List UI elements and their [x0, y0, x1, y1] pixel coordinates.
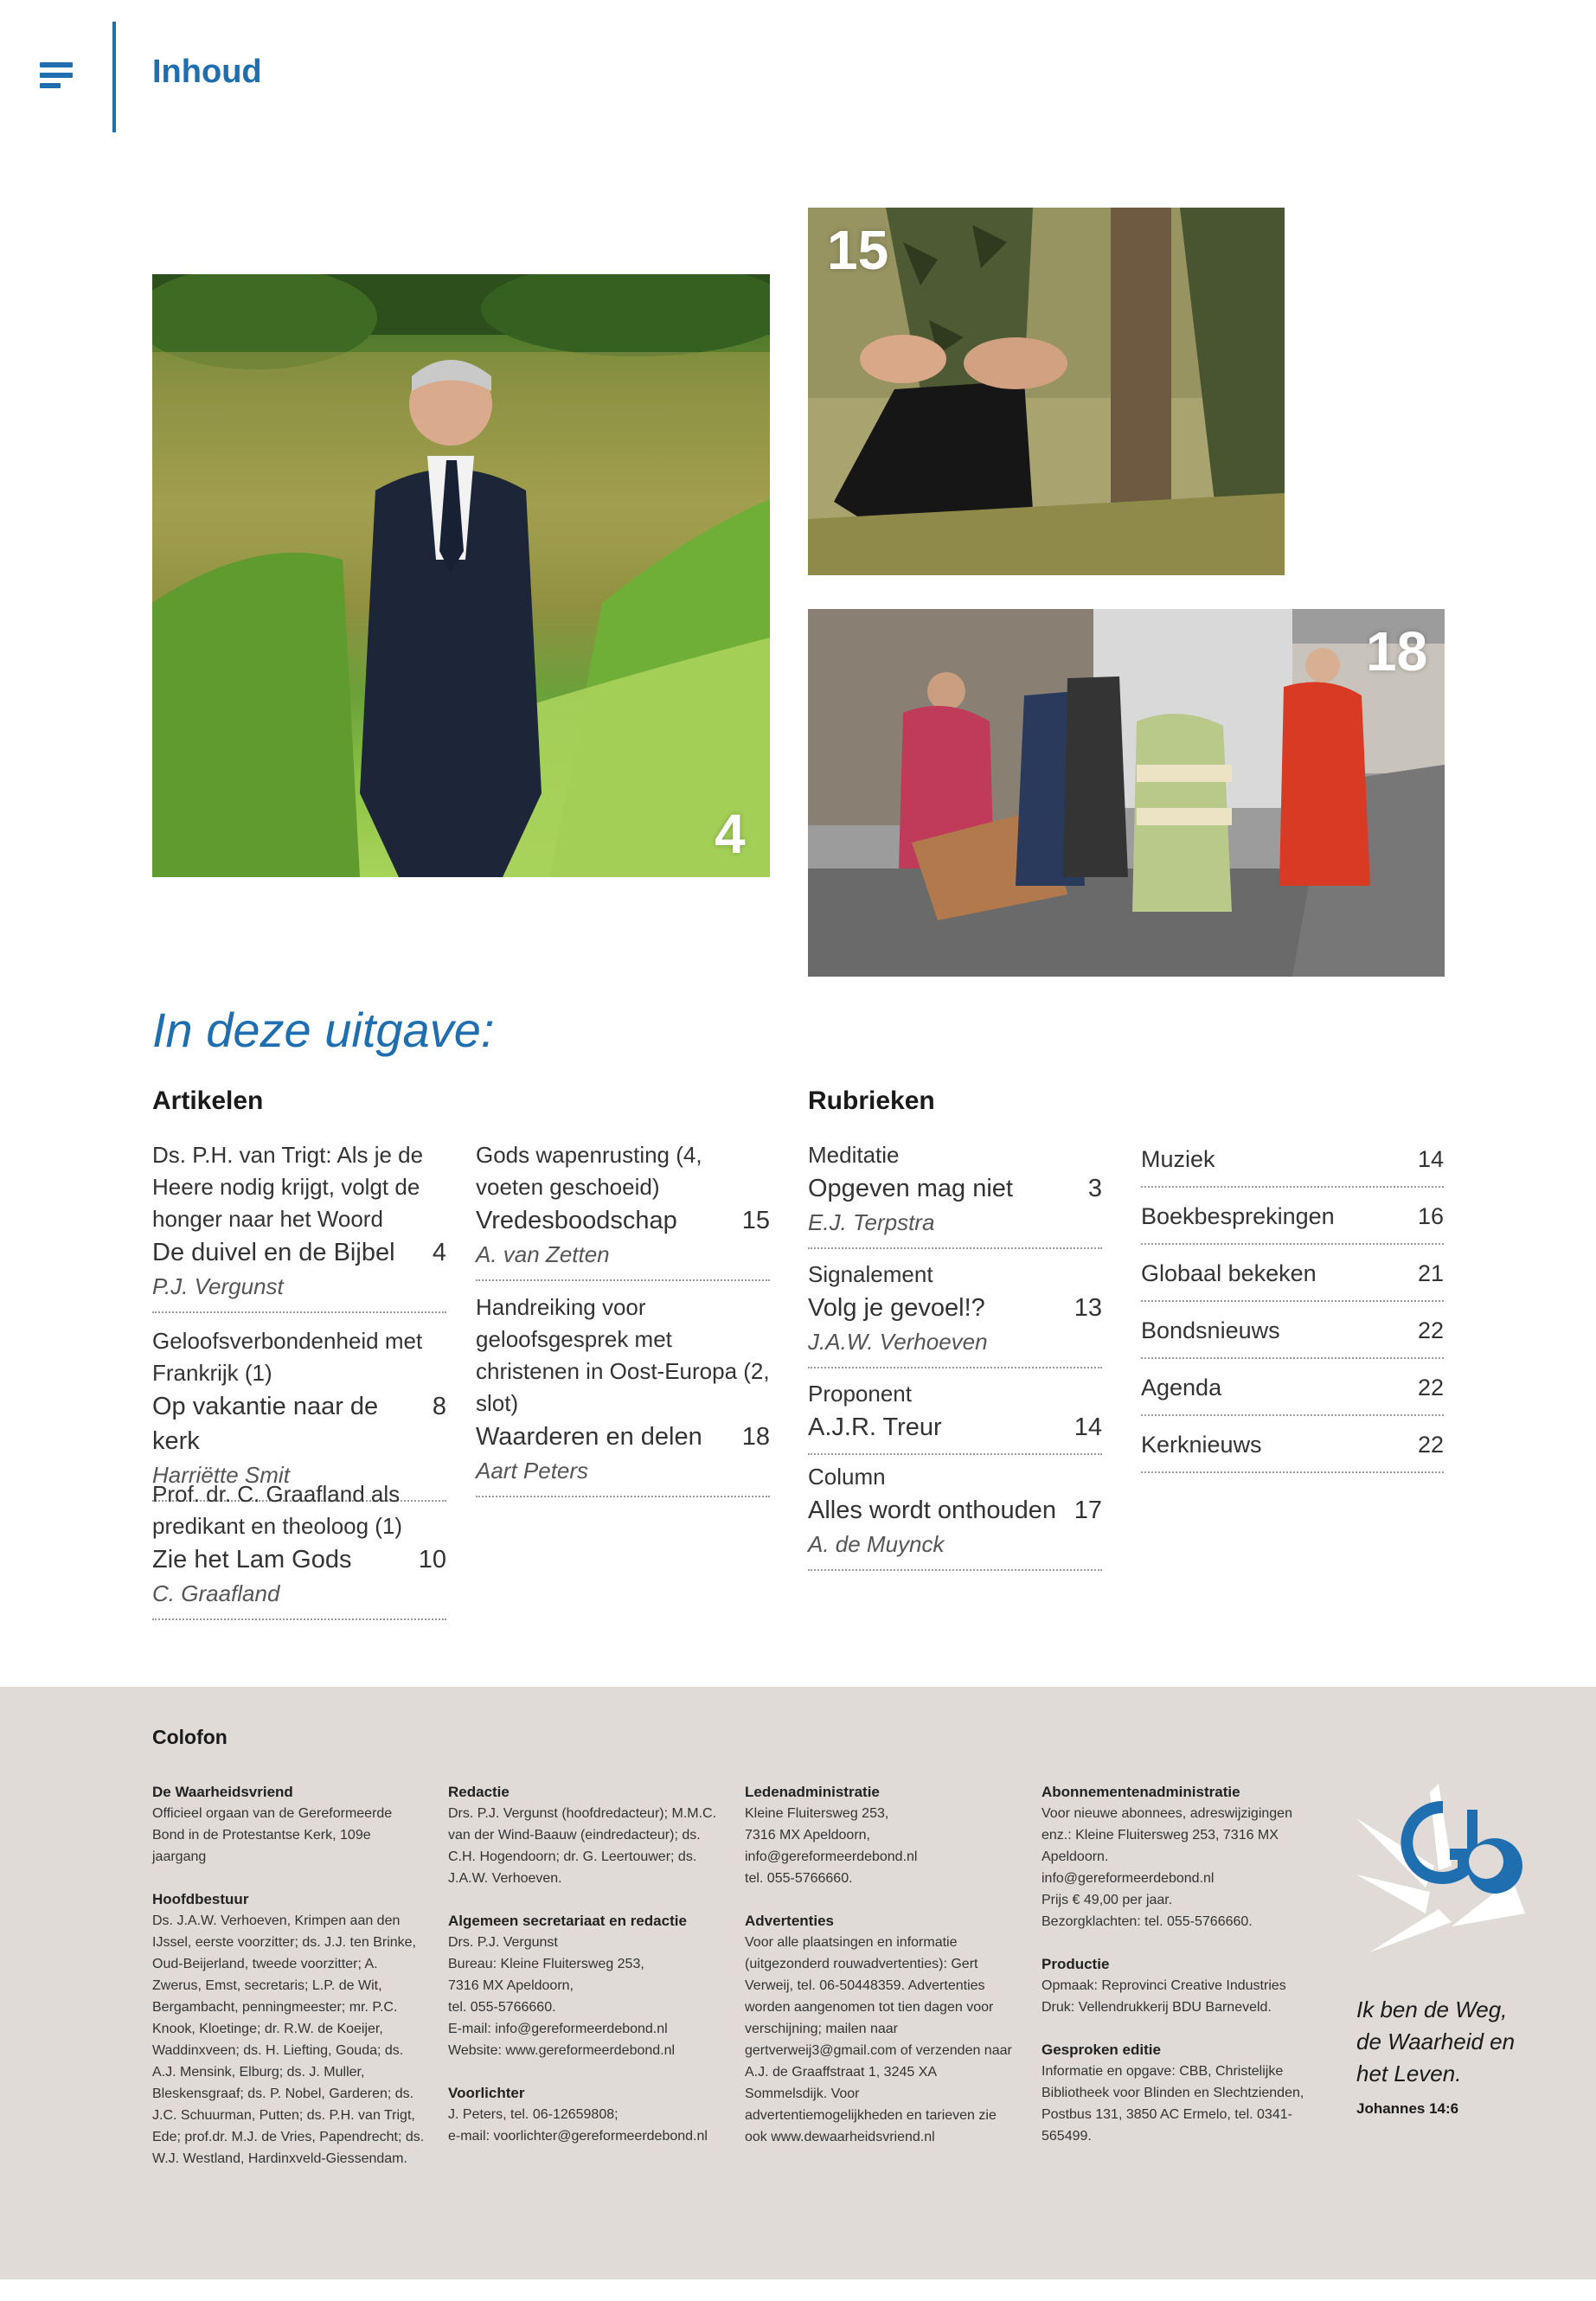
- menu-icon[interactable]: [40, 62, 73, 93]
- rubriek-entry[interactable]: [808, 1378, 1102, 1455]
- photo-portrait[interactable]: [152, 274, 770, 877]
- rubriek-entry[interactable]: [808, 1461, 1102, 1571]
- photo-portrait-illustration: [152, 274, 770, 877]
- artikelen-heading: Artikelen: [152, 1086, 264, 1115]
- article-page: 4: [432, 1239, 446, 1266]
- colofon-subheading: Voorlichter: [448, 2085, 525, 2101]
- photo-aid-illustration: [808, 609, 1445, 977]
- article-page: 8: [432, 1393, 446, 1420]
- rubriek-entry[interactable]: [808, 1139, 1102, 1249]
- rubriek-label: Agenda: [1141, 1374, 1222, 1400]
- rubriek-entry[interactable]: [808, 1259, 1102, 1368]
- rubriek-category: Meditatie: [808, 1142, 900, 1168]
- rubrieken-heading: Rubrieken: [808, 1086, 935, 1115]
- rubriek-list-item[interactable]: [1141, 1361, 1444, 1416]
- rubriek-list-item[interactable]: [1141, 1247, 1444, 1302]
- photo-boots[interactable]: [808, 208, 1285, 575]
- article-title: Waarderen en delen: [476, 1423, 702, 1451]
- article-page: 10: [418, 1546, 446, 1574]
- colofon-subheading: Ledenadministratie: [745, 1784, 880, 1800]
- article-supertitle: Ds. P.H. van Trigt: Als je de Heere nodig krijgt, volgt de honger naar het Woord: [152, 1142, 424, 1232]
- colofon-text: Kleine Fluitersweg 253, 7316 MX Apeldoorn, info@gereformeerdebond.nl tel. 055-5766660.: [745, 1806, 918, 1886]
- bible-quote-reference: Johannes 14:6: [1356, 2100, 1459, 2117]
- article-entry[interactable]: [152, 1325, 446, 1502]
- header-divider: [112, 22, 116, 132]
- rubriek-page: 22: [1417, 1374, 1444, 1400]
- rubriek-list-item[interactable]: [1141, 1189, 1444, 1245]
- article-author: P.J. Vergunst: [152, 1273, 284, 1299]
- article-entry[interactable]: [152, 1139, 446, 1313]
- colofon-text: Voor alle plaatsingen en informatie (uitgezonderd rouwadvertenties): Gert Verweij, tel. 06-50448359. Advertenties worden aangenomen tot tien dagen voor verschijning; mailen naar gertverweij3@gmail.com of verzenden naar A.J. de Graaffstraat 1, 3245 XA Sommelsdijk. Voor advertentiemogelijkheden en tarieven zie ook www.dewaarheidsvriend.nl: [745, 1935, 1012, 2144]
- rubriek-label: Muziek: [1141, 1145, 1215, 1172]
- article-page: 18: [741, 1423, 770, 1451]
- rubriek-page: 22: [1417, 1431, 1444, 1458]
- article-entry[interactable]: [152, 1478, 446, 1620]
- article-author: C. Graafland: [152, 1580, 280, 1606]
- colofon-subheading: Advertenties: [745, 1913, 834, 1929]
- colofon-text: Drs. P.J. Vergunst Bureau: Kleine Fluitersweg 253, 7316 MX Apeldoorn, tel. 055-5766660. E-mail: info@gereformeerdebond.nl Website: www.gereformeerdebond.nl: [448, 1935, 676, 2058]
- rubriek-page: 22: [1417, 1317, 1444, 1343]
- issue-heading: In deze uitgave:: [152, 1003, 495, 1057]
- colofon-column: [745, 1782, 1020, 2170]
- article-title: Vredesboodschap: [476, 1207, 677, 1234]
- rubriek-list-item[interactable]: [1141, 1418, 1444, 1473]
- article-author: Aart Peters: [476, 1458, 589, 1484]
- article-entry[interactable]: [476, 1292, 770, 1497]
- article-entry[interactable]: [476, 1139, 770, 1281]
- rubriek-page: 14: [1074, 1413, 1102, 1441]
- rubriek-page: 13: [1074, 1294, 1102, 1322]
- colofon-column: [1042, 1782, 1317, 2169]
- article-supertitle: Handreiking voor geloofsgesprek met christenen in Oost-Europa (2, slot): [476, 1294, 770, 1416]
- rubriek-page: 21: [1417, 1259, 1444, 1286]
- colofon-text: Officieel orgaan van de Gereformeerde Bond in de Protestantse Kerk, 109e jaargang: [152, 1806, 393, 1864]
- colofon-subheading: Algemeen secretariaat en redactie: [448, 1913, 687, 1929]
- colofon-text: J. Peters, tel. 06-12659808; e-mail: voorlichter@gereformeerdebond.nl: [448, 2107, 708, 2144]
- colofon-title: Colofon: [152, 1726, 228, 1748]
- rubriek-label: Bondsnieuws: [1141, 1317, 1280, 1343]
- rubriek-author: E.J. Terpstra: [808, 1209, 935, 1235]
- article-page: 15: [741, 1207, 770, 1234]
- colofon-column: [448, 1782, 723, 2169]
- gereformeerde-bond-logo: [1356, 1784, 1529, 1965]
- colofon-subheading: Abonnementenadministratie: [1042, 1784, 1240, 1800]
- colofon-subheading: Productie: [1042, 1956, 1110, 1972]
- colofon-text: Voor nieuwe abonnees, adreswijzigingen enz.: Kleine Fluitersweg 253, 7316 MX Apeldoorn. info@gereformeerdebond.nl Prijs € 49,00 per jaar. Bezorgklachten: tel. 055-5766660.: [1042, 1806, 1292, 1929]
- rubriek-title: Opgeven mag niet: [808, 1175, 1013, 1202]
- rubriek-author: A. de Muynck: [808, 1531, 945, 1557]
- article-title: De duivel en de Bijbel: [152, 1239, 395, 1266]
- colofon-column: [152, 1782, 427, 2191]
- rubriek-title: Volg je gevoel!?: [808, 1294, 985, 1322]
- bible-quote: Ik ben de Weg, de Waarheid en het Leven.: [1356, 1997, 1516, 2086]
- colofon-text: Drs. P.J. Vergunst (hoofdredacteur); M.M.C. van der Wind-Baauw (eindredacteur); ds. C.H. Hogendoorn; dr. G. Leertouwer; ds. J.A.W. Verhoeven.: [448, 1806, 717, 1886]
- rubriek-title: A.J.R. Treur: [808, 1413, 942, 1441]
- article-author: A. van Zetten: [476, 1241, 610, 1267]
- colofon-section: [0, 1687, 1596, 2279]
- rubriek-list-item[interactable]: [1141, 1132, 1444, 1188]
- article-supertitle: Gods wapenrusting (4, voeten geschoeid): [476, 1142, 702, 1200]
- colofon-subheading: Redactie: [448, 1784, 510, 1800]
- rubriek-category: Column: [808, 1464, 886, 1490]
- article-title: Zie het Lam Gods: [152, 1546, 352, 1574]
- photo-page-number: 18: [1366, 620, 1428, 683]
- photo-aid-distribution[interactable]: [808, 609, 1445, 977]
- article-supertitle: Prof. dr. C. Graafland als predikant en theoloog (1): [152, 1481, 403, 1539]
- colofon-text: Informatie en opgave: CBB, Christelijke Bibliotheek voor Blinden en Slechtzienden, Postbus 131, 3850 AC Ermelo, tel. 0341-565499.: [1042, 2064, 1304, 2144]
- rubriek-label: Boekbesprekingen: [1141, 1202, 1335, 1229]
- article-title: Op vakantie naar de kerk: [152, 1393, 379, 1455]
- rubriek-label: Kerknieuws: [1141, 1431, 1262, 1458]
- article-author: Harriëtte Smit: [152, 1462, 290, 1488]
- colofon-subheading: Hoofdbestuur: [152, 1891, 249, 1907]
- colofon-subheading: Gesproken editie: [1042, 2041, 1161, 2058]
- rubriek-category: Signalement: [808, 1261, 933, 1287]
- rubriek-label: Globaal bekeken: [1141, 1259, 1317, 1286]
- colofon-subheading: De Waarheidsvriend: [152, 1784, 293, 1800]
- rubriek-list-item[interactable]: [1141, 1304, 1444, 1359]
- rubriek-author: J.A.W. Verhoeven: [808, 1329, 988, 1355]
- article-supertitle: Geloofsverbondenheid met Frankrijk (1): [152, 1328, 423, 1386]
- rubriek-page: 14: [1417, 1145, 1444, 1172]
- rubriek-page: 16: [1417, 1202, 1444, 1229]
- rubriek-page: 17: [1074, 1497, 1102, 1524]
- photo-page-number: 4: [715, 803, 746, 865]
- colofon-text: Opmaak: Reprovinci Creative Industries Druk: Vellendrukkerij BDU Barneveld.: [1042, 1978, 1286, 2015]
- rubriek-page: 3: [1087, 1175, 1102, 1202]
- page-title: Inhoud: [152, 54, 262, 90]
- rubriek-title: Alles wordt onthouden: [808, 1497, 1056, 1524]
- rubriek-category: Proponent: [808, 1381, 912, 1407]
- colofon-text: Ds. J.A.W. Verhoeven, Krimpen aan den IJssel, eerste voorzitter; ds. J.J. ten Brinke, Oud-Beijerland, tweede voorzitter; A. Zwerus, Emst, secretaris; L.P. de Wit, Bergambacht, penningmeester; mr. P.C. Knook, Kloetinge; dr. R.W. de Koeijer, Waddinxveen; ds. H. Liefting, Gouda; ds. A.J. Mensink, Elburg; ds. J. Muller, Bleskensgraaf; ds. P. Nobel, Garderen; ds. J.C. Schuurman, Putten; ds. P.H. van Trigt, Ede; prof.dr. M.J. de Vries, Papendrecht; ds. W.J. Westland, Hardinxveld-Giessendam.: [152, 1913, 425, 2166]
- photo-page-number: 15: [827, 219, 889, 281]
